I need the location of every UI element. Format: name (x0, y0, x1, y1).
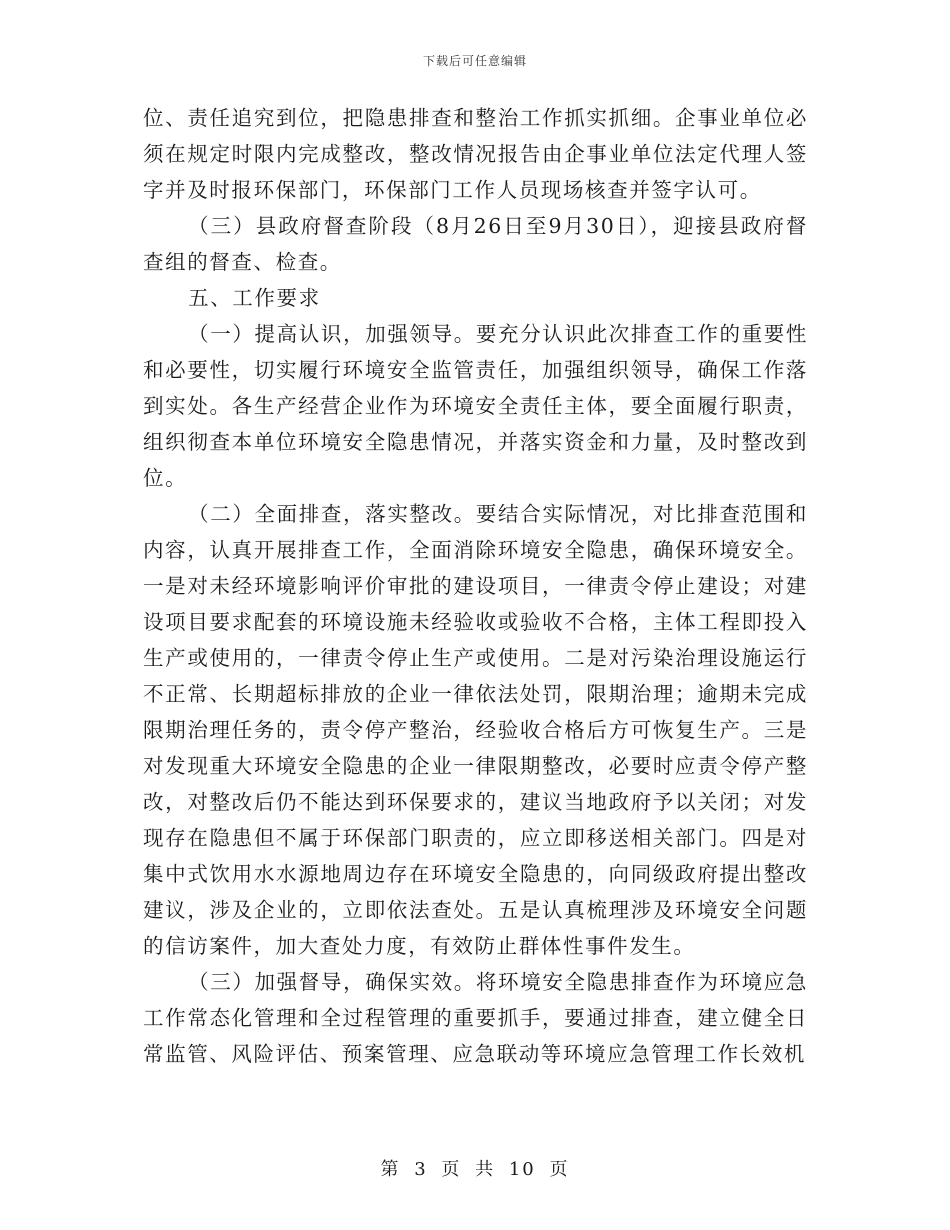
section-heading-work-requirements: 五、工作要求 (188, 286, 321, 310)
page-number-footer: 第 3 页 共 10 页 (380, 1159, 570, 1180)
paragraph-county-inspection-stage: （三）县政府督查阶段（8月26日至9月30日），迎接县政府督查组的督查、检查。 (143, 214, 808, 274)
paragraph-comprehensive-inspection: （二）全面排查，落实整改。要结合实际情况，对比排查范围和内容，认真开展排查工作，全面消除环境安全隐患，确保环境安全。一是对未经环境影响评价审批的建设项目，一律责令停止建设；对建设项目要求配套的环境设施未经验收或验收不合格，主体工程即投入生产或使用的，一律责令停止生产或使用。二是对污染治理设施运行不正常、长期超标排放的企业一律依法处罚，限期治理；逾期未完成限期治理任务的，责令停产整治，经验收合格后方可恢复生产。三是对发现重大环境安全隐患的企业一律限期整改，必要时应责令停产整改，对整改后仍不能达到环保要求的，建议当地政府予以关闭；对发现存在隐患但不属于环保部门职责的，应立即移送相关部门。四是对集中式饮用水水源地周边存在环境安全隐患的，向同级政府提出整改建议，涉及企业的，立即依法查处。五是认真梳理涉及环境安全问题的信访案件，加大查处力度，有效防止群体性事件发生。 (143, 502, 808, 958)
paragraph-continuation: 位、责任追究到位，把隐患排查和整治工作抓实抓细。企事业单位必须在规定时限内完成整改，整改情况报告由企事业单位法定代理人签字并及时报环保部门，环保部门工作人员现场核查并签字认可。 (143, 106, 808, 202)
paragraph-strengthen-supervision: （三）加强督导，确保实效。将环境安全隐患排查作为环境应急工作常态化管理和全过程管理的重要抓手，要通过排查，建立健全日常监管、风险评估、预案管理、应急联动等环境应急管理工作长效机 (143, 970, 808, 1066)
document-body (143, 100, 808, 1072)
paragraph-raise-awareness: （一）提高认识，加强领导。要充分认识此次排查工作的重要性和必要性，切实履行环境安全监管责任，加强组织领导，确保工作落到实处。各生产经营企业作为环境安全责任主体，要全面履行职责，组织彻查本单位环境安全隐患情况，并落实资金和力量，及时整改到位。 (143, 322, 808, 490)
header-note: 下载后可任意编辑 (422, 54, 527, 68)
